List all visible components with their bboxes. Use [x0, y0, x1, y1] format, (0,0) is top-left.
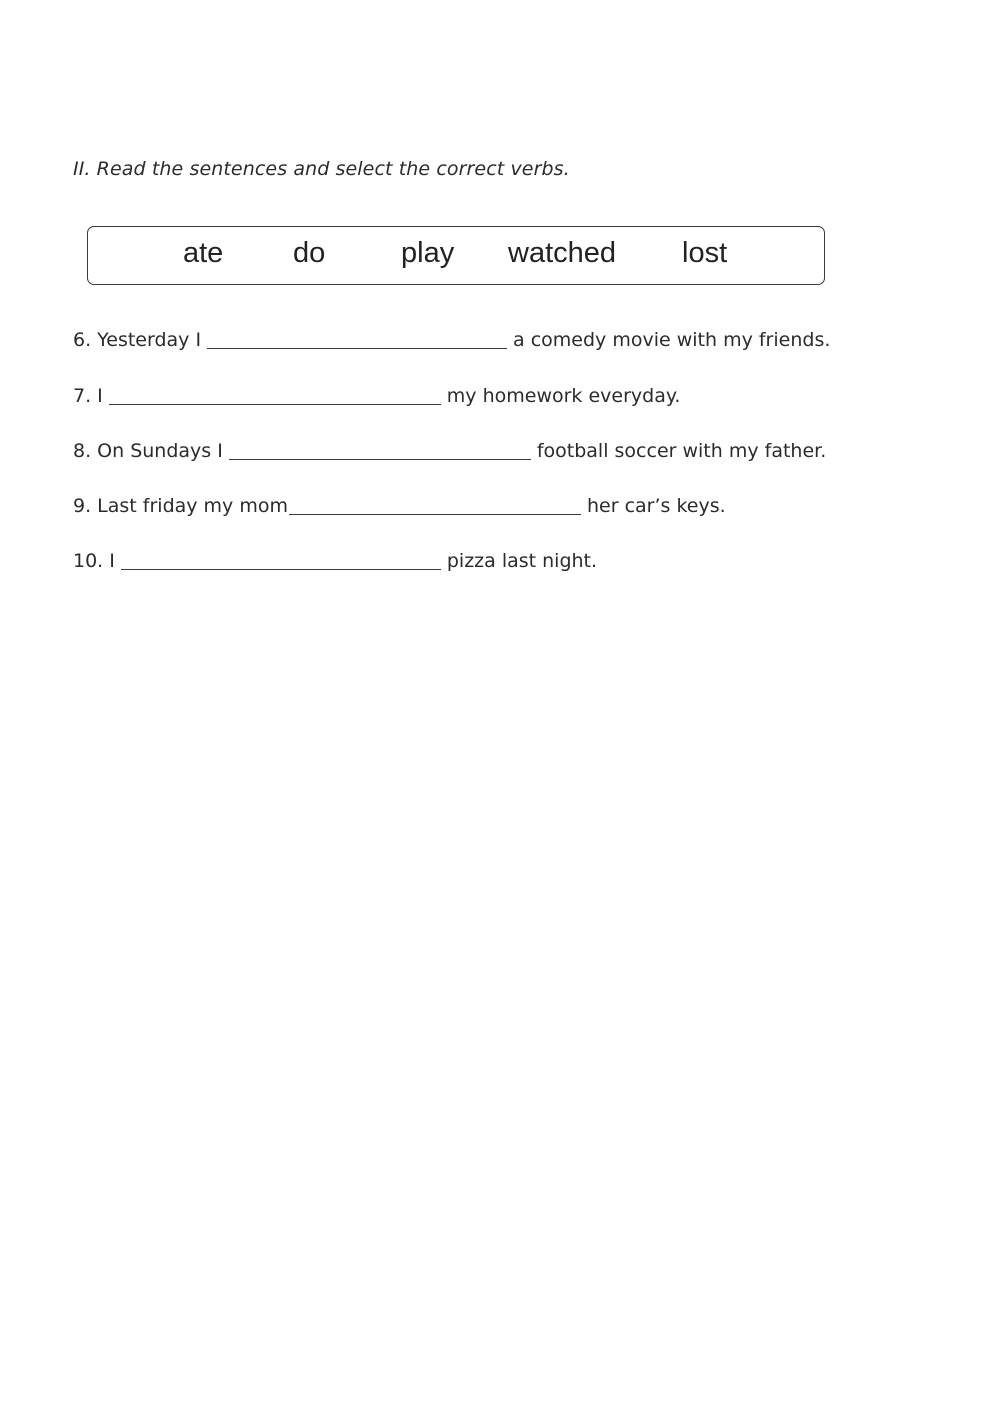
answer-blank[interactable] — [121, 555, 441, 570]
sentence-6 — [73, 329, 830, 351]
instruction-text: II. Read the sentences and select the correct verbs. — [73, 158, 570, 180]
answer-blank[interactable] — [289, 500, 581, 515]
sentence-text-before: 8. On Sundays I — [73, 440, 223, 462]
sentence-10 — [73, 550, 597, 572]
word-bank-item[interactable]: ate — [183, 237, 224, 269]
sentence-text-after: my homework everyday. — [446, 385, 681, 407]
word-bank — [87, 226, 825, 285]
sentence-text-after: pizza last night. — [446, 550, 598, 572]
sentence-text-before: 7. I — [73, 385, 103, 407]
sentence-text-after: football soccer with my father. — [536, 440, 827, 462]
answer-blank[interactable] — [207, 334, 507, 349]
sentence-text-after: her car’s keys. — [586, 495, 726, 517]
answer-blank[interactable] — [109, 390, 441, 405]
sentence-9 — [73, 495, 726, 517]
word-bank-item[interactable]: play — [401, 237, 455, 269]
sentence-text-after: a comedy movie with my friends. — [513, 329, 831, 351]
word-bank-item[interactable]: lost — [682, 237, 728, 269]
sentence-7 — [73, 385, 680, 407]
sentence-8 — [73, 440, 826, 462]
word-bank-item[interactable]: watched — [508, 237, 617, 269]
answer-blank[interactable] — [229, 445, 531, 460]
sentence-text-before: 10. I — [73, 550, 115, 572]
sentence-text-before: 6. Yesterday I — [73, 329, 202, 351]
word-bank-item[interactable]: do — [293, 237, 326, 269]
sentence-text-before: 9. Last friday my mom — [73, 495, 288, 517]
